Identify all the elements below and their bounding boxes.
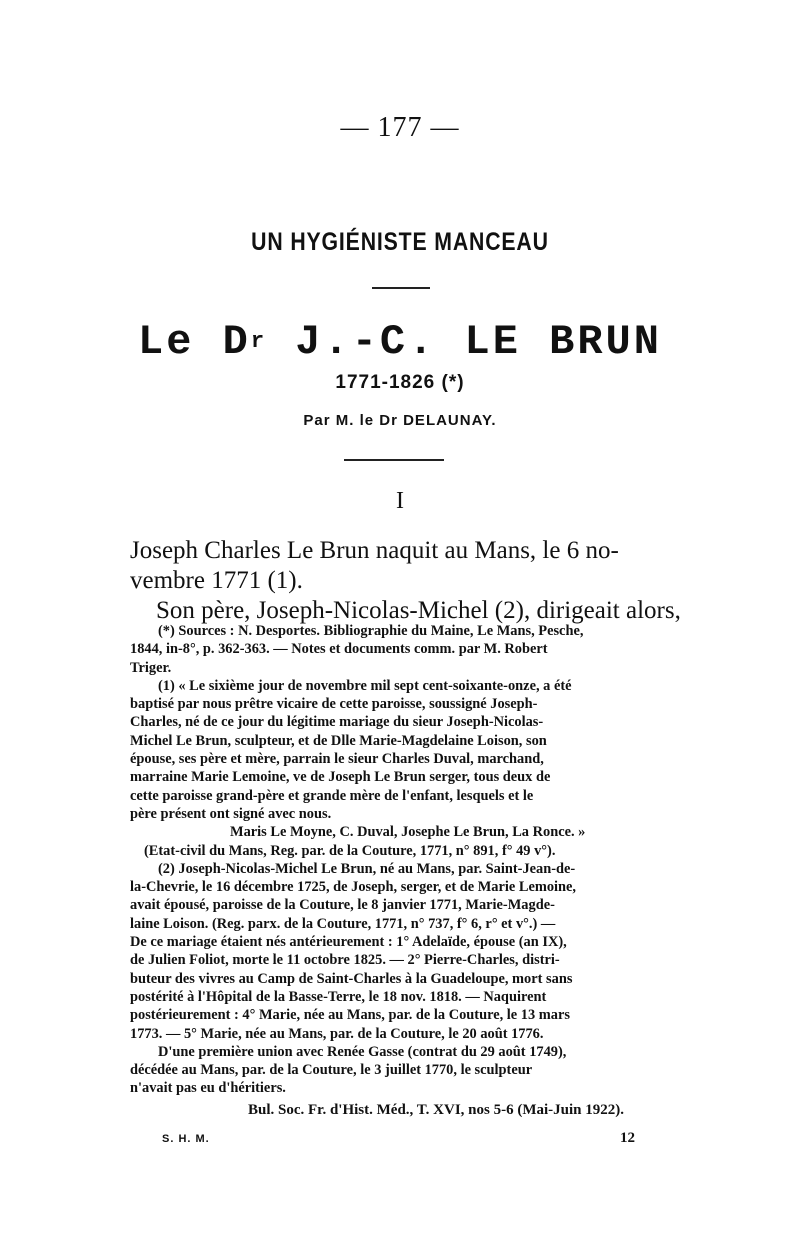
footnotes	[130, 622, 670, 1098]
body-line: vembre 1771 (1).	[130, 567, 303, 594]
footnote-line: De ce mariage étaient nés antérieurement : 1° Adelaïde, épouse (an IX),	[130, 934, 567, 951]
main-title	[0, 318, 800, 366]
footnote-line: postérieurement : 4° Marie, née au Mans, par. de la Couture, le 13 mars	[130, 1007, 570, 1024]
footnote-line: père présent ont signé avec nous.	[130, 805, 332, 822]
chapter-number: I	[396, 488, 404, 514]
footnote-line: avait épousé, paroisse de la Couture, le 8 janvier 1771, Marie-Magde-	[130, 897, 555, 914]
footnote-line: marraine Marie Lemoine, ve de Joseph Le Brun serger, tous deux de	[130, 769, 551, 786]
footnote-line: la-Chevrie, le 16 décembre 1725, de Joseph, serger, et de Marie Lemoine,	[130, 879, 577, 896]
footnote-line: D'une première union avec Renée Gasse (contrat du 29 août 1749),	[158, 1043, 567, 1060]
footnote-line: décédée au Mans, par. de la Couture, le 3 juillet 1770, le sculpteur	[130, 1062, 533, 1079]
footnote-line: (1) « Le sixième jour de novembre mil sept cent-soixante-onze, a été	[158, 677, 572, 694]
body-line: Son père, Joseph-Nicolas-Michel (2), dirigeait alors,	[156, 597, 681, 624]
footer-sheet-number: 12	[620, 1130, 635, 1146]
footnote-line: buteur des vivres au Camp de Saint-Charles à la Guadeloupe, mort sans	[130, 970, 573, 987]
main-title-name: J.-C. LE BRUN	[267, 318, 662, 366]
footnote-line: (*) Sources : N. Desportes. Bibliographie du Maine, Le Mans, Pesche,	[158, 623, 584, 639]
footnote-line: Maris Le Moyne, C. Duval, Josephe Le Brun, La Ronce. »	[230, 824, 586, 841]
footnote-line: Michel Le Brun, sculpteur, et de Dlle Marie-Magdelaine Loison, son	[130, 732, 547, 749]
footnote-line: cette paroisse grand-père et grande mère de l'enfant, lesquels et le	[130, 787, 534, 804]
body-text	[130, 536, 681, 626]
title-rule-top	[372, 287, 430, 289]
journal-citation: Bul. Soc. Fr. d'Hist. Méd., T. XVI, nos 5-6 (Mai-Juin 1922).	[248, 1102, 625, 1118]
footnote-line: Charles, né de ce jour du légitime mariage du sieur Joseph-Nicolas-	[130, 714, 544, 731]
footnote-line: postérité à l'Hôpital de la Basse-Terre, le 18 nov. 1818. — Naquirent	[130, 988, 547, 1005]
main-title-sup: r	[250, 329, 268, 354]
section-title: UN HYGIÉNISTE MANCEAU	[251, 228, 549, 256]
footnote-line: (2) Joseph-Nicolas-Michel Le Brun, né au Mans, par. Saint-Jean-de-	[158, 860, 576, 877]
footnote-line: n'avait pas eu d'héritiers.	[130, 1080, 286, 1097]
page-number: — 177 —	[340, 112, 460, 143]
dates: 1771-1826 (*)	[335, 372, 465, 393]
title-rule-bottom	[344, 459, 444, 461]
footnote-line: 1844, in-8°, p. 362-363. — Notes et documents comm. par M. Robert	[130, 641, 548, 658]
byline: Par M. le Dr DELAUNAY.	[303, 412, 497, 429]
footnote-line: Triger.	[130, 659, 172, 676]
body-line: Joseph Charles Le Brun naquit au Mans, le 6 no-	[130, 537, 619, 564]
footnote-line: épouse, ses père et mère, parrain le sieur Charles Duval, marchand,	[130, 751, 544, 768]
footnote-line: laine Loison. (Reg. parx. de la Couture, 1771, n° 737, f° 6, r° et v°.) —	[130, 915, 556, 932]
footer-signature: S. H. M.	[162, 1133, 210, 1145]
footnote-line: de Julien Foliot, morte le 11 octobre 1825. — 2° Pierre-Charles, distri-	[130, 952, 560, 969]
footnote-line: (Etat-civil du Mans, Reg. par. de la Couture, 1771, n° 891, f° 49 v°).	[144, 842, 556, 859]
main-title-prefix: Le D	[138, 318, 251, 366]
footnote-line: baptisé par nous prêtre vicaire de cette paroisse, soussigné Joseph-	[130, 696, 538, 713]
footnote-line: 1773. — 5° Marie, née au Mans, par. de la Couture, le 20 août 1776.	[130, 1025, 544, 1042]
